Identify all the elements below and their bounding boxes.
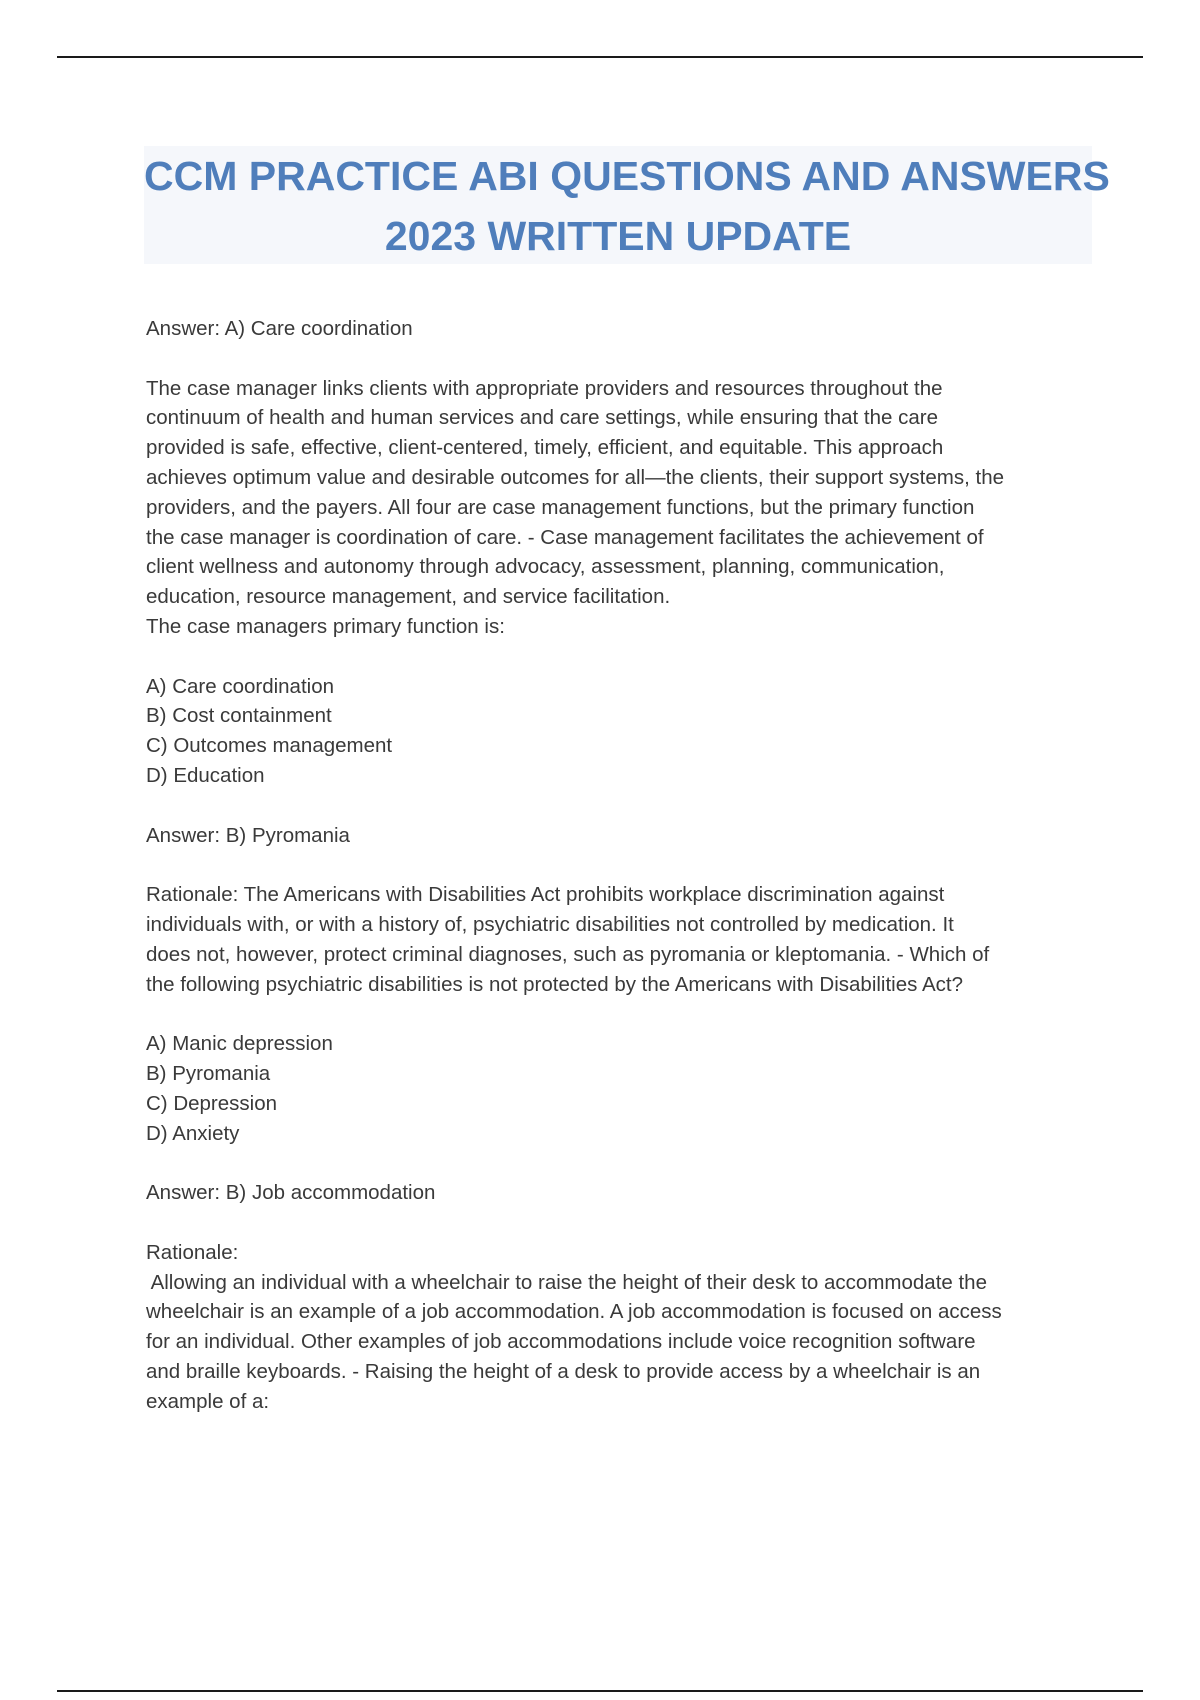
- answer-line: Answer: B) Pyromania: [146, 823, 350, 847]
- rationale-line: the following psychiatric disabilities is not protected by the Americans with Disabilities Act?: [146, 972, 963, 996]
- option-item: B) Cost containment: [146, 704, 332, 728]
- document-title: [144, 146, 1110, 264]
- option-item: C) Outcomes management: [146, 734, 393, 758]
- rationale-paragraph: [146, 880, 1106, 999]
- rationale-line: client wellness and autonomy through advocacy, assessment, planning, communication,: [146, 555, 945, 579]
- title-line-2: 2023 WRITTEN UPDATE: [384, 213, 852, 259]
- answer-line: Answer: A) Care coordination: [146, 317, 413, 340]
- option-item: C) Depression: [146, 1091, 278, 1115]
- option-item: A) Care coordination: [146, 674, 335, 698]
- rationale-line: wheelchair is an example of a job accommodation. A job accommodation is focused on access: [146, 1300, 1002, 1324]
- rationale-paragraph: [146, 374, 1106, 642]
- rationale-line: the case manager is coordination of care. - Case management facilitates the achievement of: [146, 525, 984, 549]
- option-item: A) Manic depression: [146, 1032, 333, 1056]
- option-item: D) Education: [146, 763, 265, 787]
- footer-rule: [57, 1690, 1143, 1692]
- option-list: [146, 1029, 1106, 1148]
- question-stem: The case managers primary function is:: [146, 614, 505, 638]
- rationale-line: and braille keyboards. - Raising the height of a desk to provide access by a wheelchair is an: [146, 1359, 981, 1383]
- answer-line: Answer: B) Job accommodation: [146, 1181, 436, 1205]
- rationale-line: Allowing an individual with a wheelchair to raise the height of their desk to accommodate the: [146, 1270, 987, 1294]
- rationale-line: for an individual. Other examples of job accommodations include voice recognition software: [146, 1330, 976, 1354]
- rationale-line: individuals with, or with a history of, psychiatric disabilities not controlled by medication. It: [146, 912, 954, 936]
- document-body: [146, 314, 1106, 1446]
- rationale-line: does not, however, protect criminal diagnoses, such as pyromania or kleptomania. - Which of: [146, 942, 990, 966]
- rationale-paragraph: [146, 1238, 1106, 1417]
- rationale-line: provided is safe, effective, client-centered, timely, efficient, and equitable. This approach: [146, 436, 944, 460]
- rationale-line: providers, and the payers. All four are case management functions, but the primary function: [146, 495, 975, 519]
- rationale-line: achieves optimum value and desirable outcomes for all—the clients, their support systems, the: [146, 465, 1004, 489]
- rationale-line: Rationale: The Americans with Disabilities Act prohibits workplace discrimination against: [146, 883, 945, 907]
- rationale-line: Rationale:: [146, 1240, 239, 1264]
- rationale-line: education, resource management, and service facilitation.: [146, 585, 671, 609]
- option-list: [146, 672, 1106, 791]
- option-item: B) Pyromania: [146, 1061, 271, 1085]
- rationale-line: The case manager links clients with appropriate providers and resources throughout the: [146, 376, 943, 400]
- rationale-line: continuum of health and human services and care settings, while ensuring that the care: [146, 406, 938, 430]
- title-line-1: CCM PRACTICE ABI QUESTIONS AND ANSWERS: [144, 153, 1110, 199]
- question-stem: example of a:: [146, 1389, 270, 1413]
- option-item: D) Anxiety: [146, 1121, 240, 1145]
- header-rule: [57, 56, 1143, 58]
